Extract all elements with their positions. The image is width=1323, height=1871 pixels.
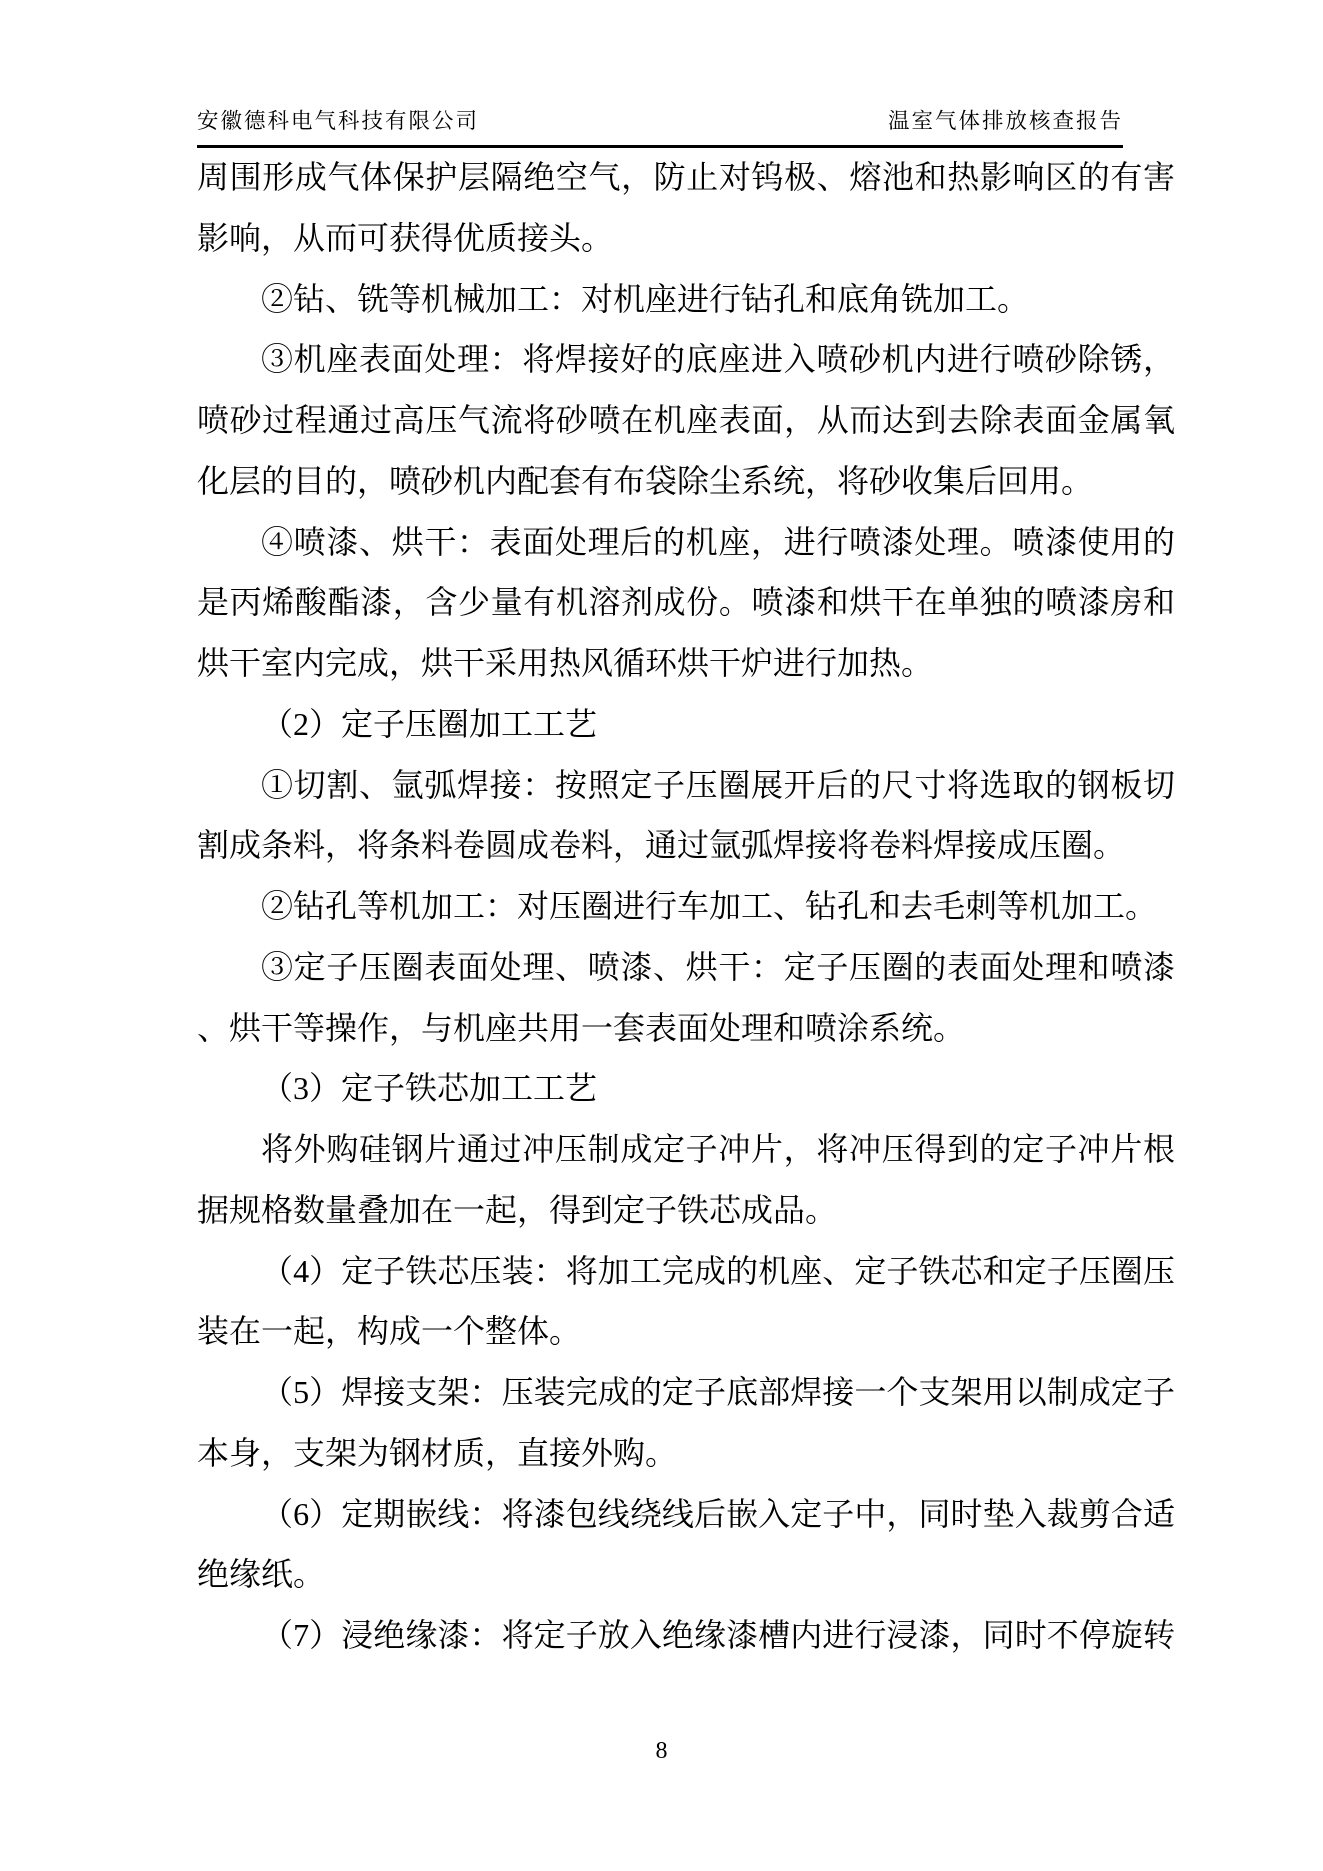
text-line: 绝缘纸。 — [197, 1556, 326, 1593]
text-line: 本身，支架为钢材质，直接外购。 — [197, 1434, 678, 1471]
text-line: （4）定子铁芯压装：将加工完成的机座、定子铁芯和定子压圈压 — [261, 1252, 1175, 1289]
text-line: 影响，从而可获得优质接头。 — [197, 219, 614, 256]
text-line: ②钻、铣等机械加工：对机座进行钻孔和底角铣加工。 — [261, 280, 1030, 317]
text-line: ③定子压圈表面处理、喷漆、烘干：定子压圈的表面处理和喷漆 — [261, 948, 1175, 985]
text-line: 、烘干等操作，与机座共用一套表面处理和喷涂系统。 — [197, 1009, 966, 1046]
text-line: （2）定子压圈加工工艺 — [261, 705, 598, 742]
text-line: 将外购硅钢片通过冲压制成定子冲片，将冲压得到的定子冲片根 — [261, 1131, 1175, 1167]
text-line: （6）定期嵌线：将漆包线绕线后嵌入定子中，同时垫入裁剪合适 — [261, 1495, 1175, 1532]
header-company-name: 安徽德科电气科技有限公司 — [197, 109, 480, 133]
text-line: 烘干室内完成，烘干采用热风循环烘干炉进行加热。 — [197, 645, 934, 681]
header-report-title: 温室气体排放核查报告 — [887, 109, 1123, 133]
text-line: ④喷漆、烘干：表面处理后的机座，进行喷漆处理。喷漆使用的 — [261, 523, 1175, 560]
text-line: 装在一起，构成一个整体。 — [197, 1313, 582, 1350]
text-line: 周围形成气体保护层隔绝空气，防止对钨极、熔池和热影响区的有害 — [197, 159, 1175, 195]
text-line: 割成条料，将条料卷圆成卷料，通过氩弧焊接将卷料焊接成压圈。 — [197, 827, 1126, 864]
text-line: 是丙烯酸酯漆，含少量有机溶剂成份。喷漆和烘干在单独的喷漆房和 — [197, 584, 1175, 621]
text-line: （3）定子铁芯加工工艺 — [261, 1070, 598, 1107]
text-line: ③机座表面处理：将焊接好的底座进入喷砂机内进行喷砂除锈， — [261, 341, 1175, 378]
text-line: ①切割、氩弧焊接：按照定子压圈展开后的尺寸将选取的钢板切 — [261, 766, 1175, 803]
page-header — [197, 104, 1123, 148]
text-line: 喷砂过程通过高压气流将砂喷在机座表面，从而达到去除表面金属氧 — [197, 402, 1175, 438]
text-line: 据规格数量叠加在一起，得到定子铁芯成品。 — [197, 1191, 838, 1228]
text-line: 化层的目的，喷砂机内配套有布袋除尘系统，将砂收集后回用。 — [197, 462, 1094, 499]
page-number: 8 — [655, 1738, 668, 1764]
page-footer — [0, 1738, 1323, 1765]
document-body — [197, 147, 1175, 1666]
text-line: （5）焊接支架：压装完成的定子底部焊接一个支架用以制成定子 — [261, 1374, 1175, 1410]
text-line: （7）浸绝缘漆：将定子放入绝缘漆槽内进行浸漆，同时不停旋转 — [261, 1617, 1175, 1653]
text-line: ②钻孔等机加工：对压圈进行车加工、钻孔和去毛刺等机加工。 — [261, 888, 1158, 924]
